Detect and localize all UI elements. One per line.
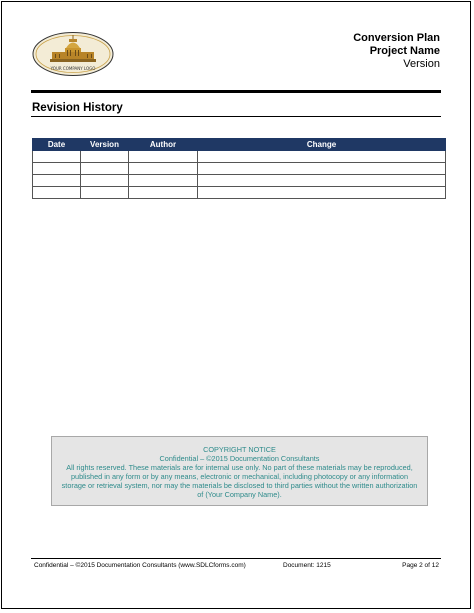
copyright-notice-title: COPYRIGHT NOTICE xyxy=(203,445,276,454)
table-cell[interactable] xyxy=(129,151,198,163)
table-cell[interactable] xyxy=(198,187,446,199)
column-header-author: Author xyxy=(129,139,198,151)
document-version: Version xyxy=(403,58,440,70)
document-title-block xyxy=(353,32,440,71)
capitol-building-icon xyxy=(32,31,114,77)
copyright-notice-line: Confidential – ©2015 Documentation Consultants xyxy=(159,454,320,463)
footer-page-number: Page 2 of 12 xyxy=(402,562,439,569)
section-rule xyxy=(31,116,441,117)
column-header-date: Date xyxy=(33,139,81,151)
revision-history-table xyxy=(32,138,446,199)
footer-rule xyxy=(31,558,441,559)
document-title: Conversion Plan xyxy=(353,32,440,44)
table-cell[interactable] xyxy=(129,163,198,175)
page-footer xyxy=(34,562,439,569)
document-page xyxy=(1,1,471,609)
table-header-row xyxy=(33,139,446,151)
copyright-notice xyxy=(51,436,428,506)
table-cell[interactable] xyxy=(33,151,81,163)
project-name: Project Name xyxy=(369,45,440,57)
table-cell[interactable] xyxy=(198,151,446,163)
table-cell[interactable] xyxy=(33,187,81,199)
copyright-notice-body: All rights reserved. These materials are for internal use only. No part of these materials may be reproduced, published in any form or by any means, electronic or mechanical, including photocopy or any information storage or retrieval system, nor may the materials be disclosed to third parties without the written authorization of (Your Company Name). xyxy=(61,463,418,499)
footer-document-number: Document: 1215 xyxy=(283,562,331,569)
table-cell[interactable] xyxy=(198,175,446,187)
header-rule xyxy=(31,90,441,93)
table-row xyxy=(33,175,446,187)
table-cell[interactable] xyxy=(198,163,446,175)
table-row xyxy=(33,187,446,199)
column-header-change: Change xyxy=(198,139,446,151)
table-row xyxy=(33,151,446,163)
table-cell[interactable] xyxy=(129,187,198,199)
table-cell[interactable] xyxy=(129,175,198,187)
table-cell[interactable] xyxy=(81,163,129,175)
table-cell[interactable] xyxy=(33,163,81,175)
table-row xyxy=(33,163,446,175)
section-title: Revision History xyxy=(32,102,123,114)
table-cell[interactable] xyxy=(81,187,129,199)
table-cell[interactable] xyxy=(33,175,81,187)
company-logo xyxy=(32,31,114,77)
table-cell[interactable] xyxy=(81,151,129,163)
footer-confidential: Confidential – ©2015 Documentation Consultants (www.SDLCforms.com) xyxy=(34,562,246,569)
column-header-version: Version xyxy=(81,139,129,151)
table-cell[interactable] xyxy=(81,175,129,187)
logo-text: YOUR COMPANY LOGO xyxy=(50,66,96,71)
